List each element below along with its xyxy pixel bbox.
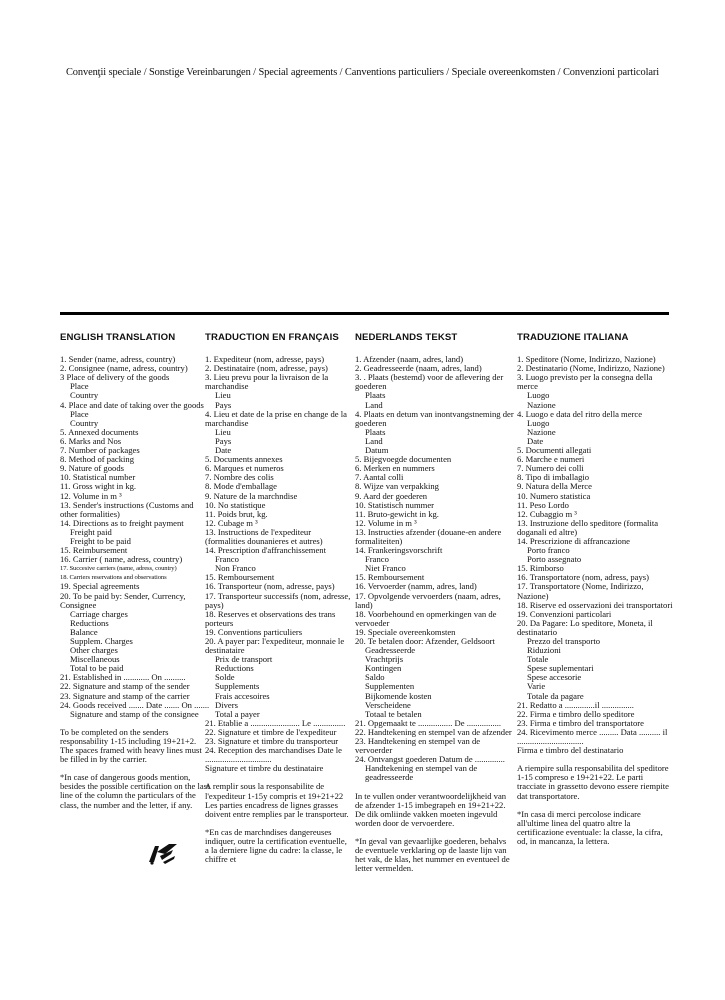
notes-italian bbox=[517, 764, 673, 846]
field-list-item: 4. Place and date of taking over the goods bbox=[60, 399, 204, 410]
note-paragraph: To be completed on the senders responsability 1-15 including 19+21+2. The spaces framed with heavy lines must be filled in by the carrier. bbox=[60, 726, 202, 765]
field-list-item: 14. Directions as to freight payment bbox=[60, 517, 184, 528]
field-list-item: Kontingen bbox=[365, 663, 402, 674]
field-list-item: 6. Marche e numeri bbox=[517, 454, 585, 465]
field-list-item: 7. Numero dei colli bbox=[517, 463, 584, 474]
field-list-item: 5. Bijegvoegde documenten bbox=[355, 454, 452, 465]
field-list-item: Riduzioni bbox=[527, 645, 561, 656]
special-agreements-heading: Convenţii speciale / Sonstige Vereinbarungen / Special agreements / Canventions particuliers / Speciale overeenkomsten / Convenzioni particolari bbox=[65, 67, 660, 78]
field-list-item: 9. Nature de la marchndise bbox=[205, 490, 298, 501]
field-list-item: 1. Expediteur (nom, adresse, pays) bbox=[205, 354, 325, 365]
field-list-item: 2. Destinataire (nom, adresse, pays) bbox=[205, 363, 328, 374]
field-list-item: Spese accesorie bbox=[527, 672, 582, 683]
field-list-item: 13. Instructions de l'expediteur (formalities dounanieres et autres) bbox=[205, 526, 323, 546]
field-list-item: Franco bbox=[365, 554, 389, 565]
field-list-item: 20. A payer par: l'expediteur, monnaie le destinataire bbox=[205, 636, 345, 656]
field-list-item: 24. Ricevimento merce ......... Data .......... il ............................... bbox=[517, 726, 668, 747]
field-list-item: Prix de transport bbox=[215, 654, 273, 665]
field-list-item: 7. Nombre des colis bbox=[205, 472, 274, 483]
field-list-item: 22. Signature and stamp of the sender bbox=[60, 681, 190, 692]
field-list-item: 15. Rimborso bbox=[517, 563, 564, 574]
field-list-item: 6. Marques et numeros bbox=[205, 463, 284, 474]
field-list-item: Prezzo del transporto bbox=[527, 636, 601, 646]
note-paragraph: *En cas de marchndises dangereuses indiquer, outre la certification eventuelle, a la derniere ligne du cadre: la classe, le chiffre et bbox=[205, 826, 347, 865]
column-italian bbox=[517, 333, 673, 855]
field-list-item: 24. Goods received ....... Date ....... On ....... bbox=[60, 699, 210, 710]
field-list-item: Carriage charges bbox=[70, 608, 128, 619]
field-list-item: Country bbox=[70, 390, 99, 401]
field-list-item: 14. Prescrizione di affrancazione bbox=[517, 535, 630, 546]
field-list-item: 15. Remboursement bbox=[205, 572, 275, 583]
field-list-item: 8. Mode d'emballage bbox=[205, 481, 277, 492]
field-list-item: 3 Place of delivery of the goods bbox=[60, 372, 170, 383]
field-list-item: 13. Sender's instructions (Customs and other formalities) bbox=[60, 499, 194, 519]
transport-logo-icon bbox=[147, 842, 179, 866]
field-list-item: 19. Special agreements bbox=[60, 581, 140, 592]
field-list-item: Divers bbox=[215, 699, 238, 710]
field-list-item: Solde bbox=[215, 672, 235, 683]
field-list-item: 21. Established in ............ On .......... bbox=[60, 672, 186, 683]
field-list-item: 10. Statistical number bbox=[60, 472, 136, 483]
field-list-item: Land bbox=[365, 399, 383, 410]
field-list-item: 4. Plaats en detum van inontvangstneming der goederen bbox=[355, 408, 514, 428]
field-list-item: 10. Statistisch nummer bbox=[355, 499, 435, 510]
field-list-item: 16. Transporteur (nom, adresse, pays) bbox=[205, 581, 335, 592]
field-list-english bbox=[60, 355, 210, 719]
field-list-item: Verscheidene bbox=[365, 699, 411, 710]
field-list-item: 23. Handtekening en stempel van de vervoerder bbox=[355, 736, 481, 756]
field-list-item: Total a payer bbox=[215, 708, 260, 719]
field-list-item: Franco bbox=[215, 554, 239, 565]
field-list-item: 11. Peso Lordo bbox=[517, 499, 569, 510]
field-list-item: 18. Carriers reservations and observations bbox=[60, 574, 167, 582]
field-list-item: Supplem. Charges bbox=[70, 636, 133, 646]
field-list-item: 4. Lieu et date de la prise en change de la marchandise bbox=[205, 408, 347, 428]
field-list-item: 11. Poids brut, kg. bbox=[205, 508, 268, 519]
field-list-item: Bijkomende kosten bbox=[365, 690, 432, 701]
field-list-item: 23. Firma e timbro del transportatore bbox=[517, 717, 644, 728]
field-list-item: Pays bbox=[215, 435, 232, 446]
field-list-item: Vrachtprijs bbox=[365, 654, 404, 665]
field-list-item: Date bbox=[215, 445, 232, 456]
field-list-item: 18. Voorbehound en opmerkingen van de vervoeder bbox=[355, 608, 497, 628]
field-list-item: 8. Wijze van verpakking bbox=[355, 481, 439, 492]
field-list-item: 17. Transporteur successifs (nom, adresse, pays) bbox=[205, 590, 351, 610]
field-list-item: Non Franco bbox=[215, 563, 256, 574]
field-list-item: 21. Redatto a ..............il ............... bbox=[517, 699, 634, 710]
note-paragraph: *In geval van gevaarlijke goederen, behalvs de eventuele verklaring op de laaste lijn van het vak, de klas, het nummer en eventueel de letter vermelden. bbox=[355, 835, 510, 874]
field-list-item: Porto franco bbox=[527, 545, 570, 556]
field-list-item: 13. Instructies afzender (douane-en andere formaliteiten) bbox=[355, 526, 502, 546]
field-list-item: Freight paid bbox=[70, 526, 112, 537]
field-list-item: Saldo bbox=[365, 672, 385, 683]
column-title-english: ENGLISH TRANSLATION bbox=[60, 332, 176, 343]
field-list-item: 5. Documenti allegati bbox=[517, 445, 592, 456]
field-list-item: 12. Cubaggio m ³ bbox=[517, 508, 577, 519]
field-list-item: Porto assegnato bbox=[527, 554, 582, 565]
field-list-item: 9. Aard der goederen bbox=[355, 490, 428, 501]
field-list-item: Totale da pagare bbox=[527, 690, 584, 701]
field-list-item: Freight to be paid bbox=[70, 535, 131, 546]
column-dutch bbox=[355, 333, 515, 882]
field-list-item: Frais accesoires bbox=[215, 690, 270, 701]
field-list-item: 6. Merken en nummers bbox=[355, 463, 435, 474]
column-french bbox=[205, 333, 351, 873]
field-list-item: Nazione bbox=[527, 399, 556, 410]
field-list-item: 20. Te betalen door: Afzender, Geldsoort bbox=[355, 636, 495, 646]
field-list-item: 3. Lieu prevu pour la livraison de la marchandise bbox=[205, 372, 329, 392]
field-list-item: 13. Instruzione dello speditore (formalita doganali ed altre) bbox=[517, 517, 659, 537]
field-list-item: 24. Ontvangst goederen Datum de .............. bbox=[355, 754, 505, 765]
field-list-item: Spese suplementari bbox=[527, 663, 594, 674]
notes-dutch bbox=[355, 792, 515, 874]
field-list-item: 14. Prescription d'affranchissement bbox=[205, 545, 326, 556]
field-list-item: 3. Luogo previsto per la consegna della merce bbox=[517, 372, 653, 392]
field-list-item: Land bbox=[365, 435, 383, 446]
field-list-item: 2. Consignee (name, adress, country) bbox=[60, 363, 188, 374]
field-list-item: 12. Volume in m ³ bbox=[355, 517, 417, 528]
field-list-item: Signature et timbre du destinataire bbox=[205, 763, 324, 774]
field-list-item: Niet Franco bbox=[365, 563, 406, 574]
field-list-item: 14. Frankeringsvorschrift bbox=[355, 545, 443, 556]
field-list-item: 20. Da Pagare: Lo speditore, Moneta, il destinatario bbox=[517, 617, 653, 637]
field-list-item: 22. Signature et timbre de l'expediteur bbox=[205, 726, 337, 737]
field-list-item: Luogo bbox=[527, 417, 550, 428]
field-list-item: 19. Convenzioni particolari bbox=[517, 608, 612, 619]
field-list-item: 10. No statistique bbox=[205, 499, 266, 510]
field-list-item: Totaal te betalen bbox=[365, 708, 422, 719]
field-list-item: Country bbox=[70, 417, 99, 428]
field-list-item: Reductions bbox=[70, 617, 109, 628]
field-list-item: Totale bbox=[527, 654, 549, 665]
field-list-item: Supplementen bbox=[365, 681, 415, 692]
field-list-item: Firma e timbro del destinatario bbox=[517, 745, 624, 756]
field-list-item: 5. Annexed documents bbox=[60, 426, 139, 437]
field-list-item: 9. Natura della Merce bbox=[517, 481, 592, 492]
field-list-item: 16. Transportatore (nom, adress, pays) bbox=[517, 572, 649, 583]
field-list-item: 24. Reception des marchandises Date le ............................... bbox=[205, 745, 342, 765]
field-list-item: 17. Transportatore (Nome, Indirizzo, Nazione) bbox=[517, 581, 644, 601]
field-list-dutch bbox=[355, 355, 515, 782]
field-list-item: Varie bbox=[527, 681, 546, 692]
column-english bbox=[60, 333, 210, 819]
field-list-item: 21. Etablie a ....................... Le ............... bbox=[205, 717, 346, 728]
field-list-item: Lieu bbox=[215, 390, 231, 401]
field-list-item: Luogo bbox=[527, 390, 550, 401]
field-list-french bbox=[205, 355, 351, 773]
column-title-dutch: NEDERLANDS TEKST bbox=[355, 332, 458, 343]
field-list-item: 23. Signature et timbre du transporteur bbox=[205, 736, 339, 747]
field-list-item: 2. Geadresseerde (naam, adres, land) bbox=[355, 363, 482, 374]
field-list-item: 2. Destinatario (Nome, Indirizzo, Nazione) bbox=[517, 363, 665, 374]
field-list-item: Handtekening en stempel van de geadresseerde bbox=[365, 763, 478, 783]
field-list-item: 7. Aantal colli bbox=[355, 472, 404, 483]
field-list-item: 15. Remboursement bbox=[355, 572, 425, 583]
field-list-item: Plaats bbox=[365, 390, 386, 401]
field-list-item: 17. Opvolgende vervoerders (naam, adres, land) bbox=[355, 590, 501, 610]
field-list-item: 4. Luogo e data del ritro della merce bbox=[517, 408, 643, 419]
heavy-divider-rule bbox=[60, 312, 669, 315]
field-list-item: Geadresseerde bbox=[365, 645, 416, 656]
field-list-item: 5. Documents annexes bbox=[205, 454, 283, 465]
field-list-item: 9. Nature of goods bbox=[60, 463, 124, 474]
field-list-item: 8. Method of packing bbox=[60, 454, 134, 465]
notes-french bbox=[205, 782, 351, 864]
field-list-item: 21. Opgemaakt te ................ De ................ bbox=[355, 717, 502, 728]
field-list-item: Reductions bbox=[215, 663, 254, 674]
notes-english bbox=[60, 728, 210, 810]
field-list-item: Lieu bbox=[215, 426, 231, 437]
field-list-item: Supplements bbox=[215, 681, 260, 692]
field-list-item: 19. Speciale overeenkomsten bbox=[355, 626, 456, 637]
field-list-item: 10. Numero statistica bbox=[517, 490, 591, 501]
field-list-item: 23. Signature and stamp of the carrier bbox=[60, 690, 190, 701]
field-list-item: 15. Reimbursement bbox=[60, 545, 128, 556]
field-list-item: 1. Sender (name, adress, country) bbox=[60, 354, 176, 365]
field-list-item: 19. Conventions particuliers bbox=[205, 626, 303, 637]
field-list-item: Balance bbox=[70, 626, 98, 637]
field-list-item: 1. Afzender (naam, adres, land) bbox=[355, 354, 464, 365]
field-list-item: 16. Carrier ( name, adress, country) bbox=[60, 554, 183, 565]
column-title-french: TRADUCTION EN FRANÇAIS bbox=[205, 332, 339, 343]
note-paragraph: A riempire sulla responsabilita del speditore 1-15 compreso e 19+21+22. Le parti tracciate in grassetto devono essere riempite dat transportatore. bbox=[517, 763, 669, 801]
field-list-item: 20. To be paid by: Sender, Currency, Consignee bbox=[60, 590, 186, 610]
note-paragraph: *In casa di merci percolose indicare all'ultime linea del quatro altre la certificazione eventuale: la classe, la cifra, od, in mancanza, la lettera. bbox=[517, 808, 663, 846]
field-list-item: 18. Riserve ed osservazioni dei transportatori bbox=[517, 599, 673, 610]
field-list-item: Signature and stamp of the consignee bbox=[70, 708, 199, 719]
field-list-item: 3. . Plaats (bestemd) voor de aflevering der goederen bbox=[355, 372, 504, 392]
field-list-item: 16. Vervoerder (namm, adres, land) bbox=[355, 581, 477, 592]
field-list-item: 22. Handtekening en stempel van de afzender bbox=[355, 726, 512, 737]
field-list-item: 12. Cubage m ³ bbox=[205, 517, 258, 528]
field-list-item: Datum bbox=[365, 445, 389, 456]
field-list-item: 11. Bruto-gewicht in kg. bbox=[355, 508, 439, 519]
note-paragraph: *In case of dangerous goods mention, besides the possible certification on the last line of the column the particulars of the class, the number and the letter, if any. bbox=[60, 772, 210, 810]
field-list-item: Date bbox=[527, 435, 544, 446]
field-list-item: Plaats bbox=[365, 426, 386, 437]
field-list-item: 11. Gross wight in kg. bbox=[60, 481, 137, 492]
column-title-italian: TRADUZIONE ITALIANA bbox=[517, 332, 629, 343]
note-paragraph: In te vullen onder verantwoordelijkheid van de afzender 1-15 imbegrapeh en 19+21+22. De dik omliinde vakken moeten ingevuld worden door de vervoerdere. bbox=[355, 790, 507, 828]
field-list-item: 7. Number of packages bbox=[60, 445, 140, 456]
field-list-item: 17. Succesive carriers (name, adress, country) bbox=[60, 565, 177, 573]
field-list-item: 1. Speditore (Nome, Indirizzo, Nazione) bbox=[517, 354, 656, 365]
field-list-item: Place bbox=[70, 408, 89, 419]
field-list-item: Place bbox=[70, 381, 89, 392]
field-list-item: 8. Tipo di imballagio bbox=[517, 472, 590, 483]
field-list-item: 18. Reserves et observations des trans porteurs bbox=[205, 608, 336, 628]
field-list-item: 6. Marks and Nos bbox=[60, 435, 122, 446]
field-list-item: 22. Firma e timbro dello speditore bbox=[517, 708, 635, 719]
field-list-item: Miscellaneous bbox=[70, 654, 120, 665]
field-list-item: 12. Volume in m ³ bbox=[60, 490, 122, 501]
field-list-item: Nazione bbox=[527, 426, 556, 437]
field-list-italian bbox=[517, 355, 673, 755]
note-paragraph: A remplir sous la responsabilite de l'expediteur 1-15y compris et 19+21+22 Les parties encadress de lignes grasses doivent entre remplies par le transporteur. bbox=[205, 781, 349, 819]
field-list-item: Pays bbox=[215, 399, 232, 410]
field-list-item: Other charges bbox=[70, 645, 118, 656]
field-list-item: Total to be paid bbox=[70, 663, 124, 674]
